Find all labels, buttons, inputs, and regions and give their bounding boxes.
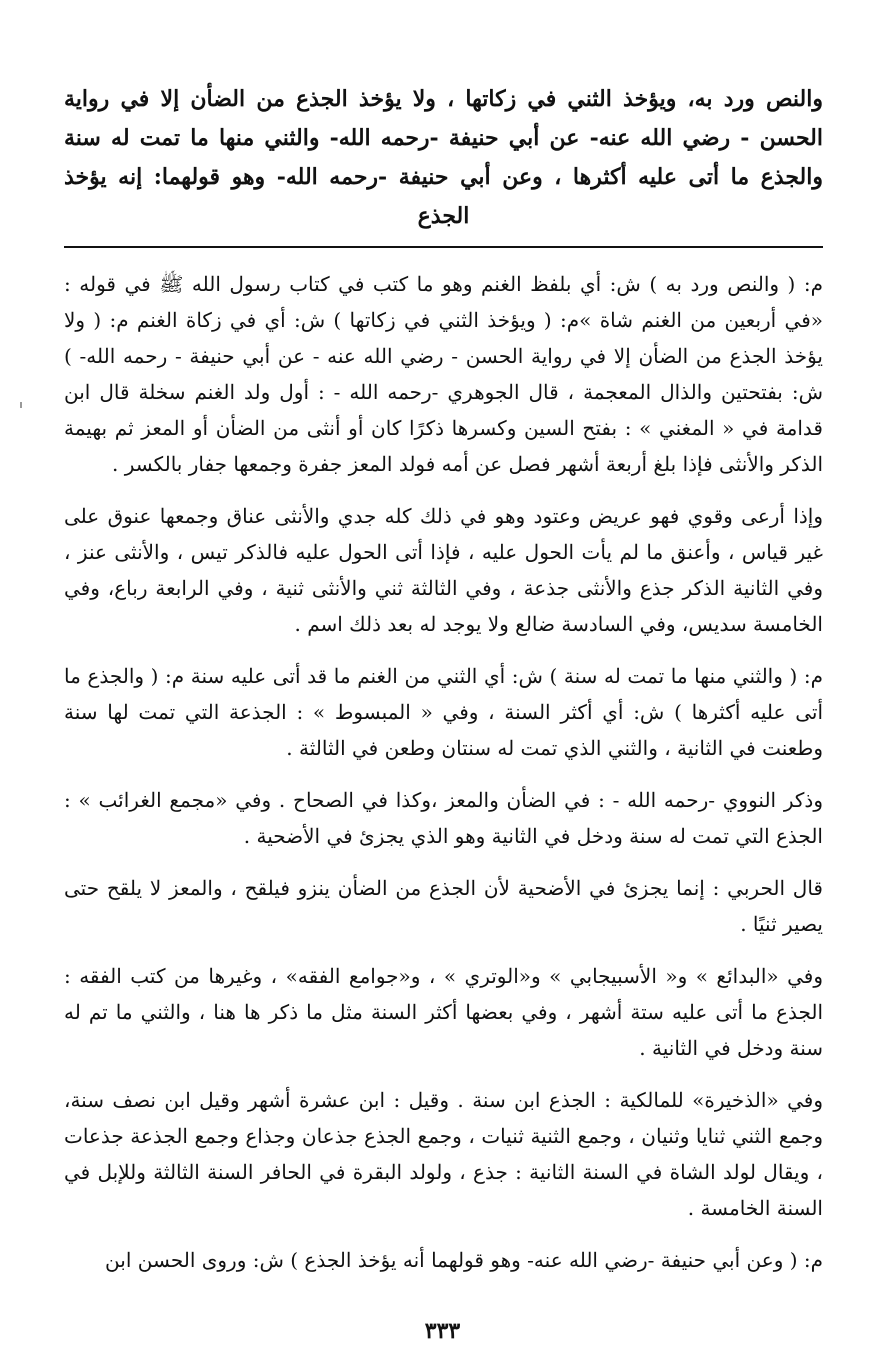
- scan-speck: [20, 402, 22, 408]
- matn-text: والنص ورد به، ويؤخذ الثني في زكاتها ، ولا يؤخذ الجذع من الضأن إلا في رواية الحسن - رضي الله عنه- عن أبي حنيفة -رحمه الله- والثني منها ما تمت له سنة والجذع ما أتى عليه أكثرها ، وعن أبي حنيفة -رحمه الله- وهو قولهما: إنه يؤخذ الجذع: [64, 86, 823, 229]
- commentary-paragraph-7: وفي «الذخيرة» للمالكية : الجذع ابن سنة . وقيل : ابن عشرة أشهر وقيل ابن نصف سنة، وجمع الثني ثنايا وثنيان ، وجمع الثنية ثنيات ، وجمع الجذع جذعان وجذاع وجمع الجذعة جذعات ، ويقال لولد الشاة في السنة الثانية : جذع ، ولولد البقرة في الحافر السنة الثالثة وللإبل في السنة الخامسة .: [64, 1088, 823, 1220]
- commentary-paragraph-4: وذكر النووي -رحمه الله - : في الضأن والمعز ،وكذا في الصحاح . وفي «مجمع الغرائب » : الجذع التي تمت له سنة ودخل في الثانية وهو الذي يجزئ في الأضحية .: [64, 788, 823, 848]
- commentary-paragraph-1: م: ( والنص ورد به ) ش: أي بلفظ الغنم وهو ما كتب في كتاب رسول الله ﷺ في قوله : «في أربعين من الغنم شاة »م: ( ويؤخذ الثني في زكاتها ) ش: أي في زكاة الغنم م: ( ولا يؤخذ الجذع من الضأن إلا في رواية الحسن - رضي الله عنه - عن أبي حنيفة - رحمه الله- ) ش: بفتحتين والذال المعجمة ، قال الجوهري -رحمه الله - : أول ولد الغنم سخلة قال ابن قدامة في « المغني » : بفتح السين وكسرها ذكرًا كان أو أنثى من الضأن أو المعز ثم بهيمة الذكر والأنثى فإذا بلغ أربعة أشهر فصل عن أمه فولد المعز جفرة وجمعها جفار بالكسر .: [64, 272, 823, 476]
- commentary-paragraph-6: وفي «البدائع » و« الأسبيجابي » و«الوتري » ، و«جوامع الفقه» ، وغيرها من كتب الفقه : الجذع ما أتى عليه ستة أشهر ، وفي بعضها أكثر السنة مثل ما ذكر ها هنا ، والثني ما تم له سنة ودخل في الثانية .: [64, 964, 824, 1060]
- separator-rule: [64, 246, 823, 248]
- page-number: ٣٣٣: [424, 1318, 461, 1344]
- commentary-paragraph-8: م: ( وعن أبي حنيفة -رضي الله عنه- وهو قولهما أنه يؤخذ الجذع ) ش: وروى الحسن ابن: [105, 1248, 823, 1272]
- commentary-paragraph-5: قال الحربي : إنما يجزئ في الأضحية لأن الجذع من الضأن ينزو فيلقح ، والمعز لا يلقح حتى يصير ثنيًا .: [64, 876, 823, 936]
- commentary-paragraph-2: وإذا أرعى وقوي فهو عريض وعتود وهو في ذلك كله جدي والأنثى عناق وجمعها عنوق على غير قياس ، وأعنق ما لم يأت الحول عليه ، فإذا أتى الحول عليه فالذكر تيس ، والأنثى عنز ، وفي الثانية الذكر جذع والأنثى جذعة ، وفي الثالثة ثني والأنثى ثنية ، وفي الرابعة رباع، وفي الخامسة سديس، وفي السادسة ضالع ولا يوجد له بعد ذلك اسم .: [64, 504, 823, 636]
- commentary-paragraph-3: م: ( والثني منها ما تمت له سنة ) ش: أي الثني من الغنم ما قد أتى عليه سنة م: ( والجذع ما أتى عليه أكثرها ) ش: أي أكثر السنة ، وفي « المبسوط » : الجذعة التي تمت لها سنة وطعنت في الثانية ، والثني الذي تمت له سنتان وطعن في الثالثة .: [64, 664, 823, 760]
